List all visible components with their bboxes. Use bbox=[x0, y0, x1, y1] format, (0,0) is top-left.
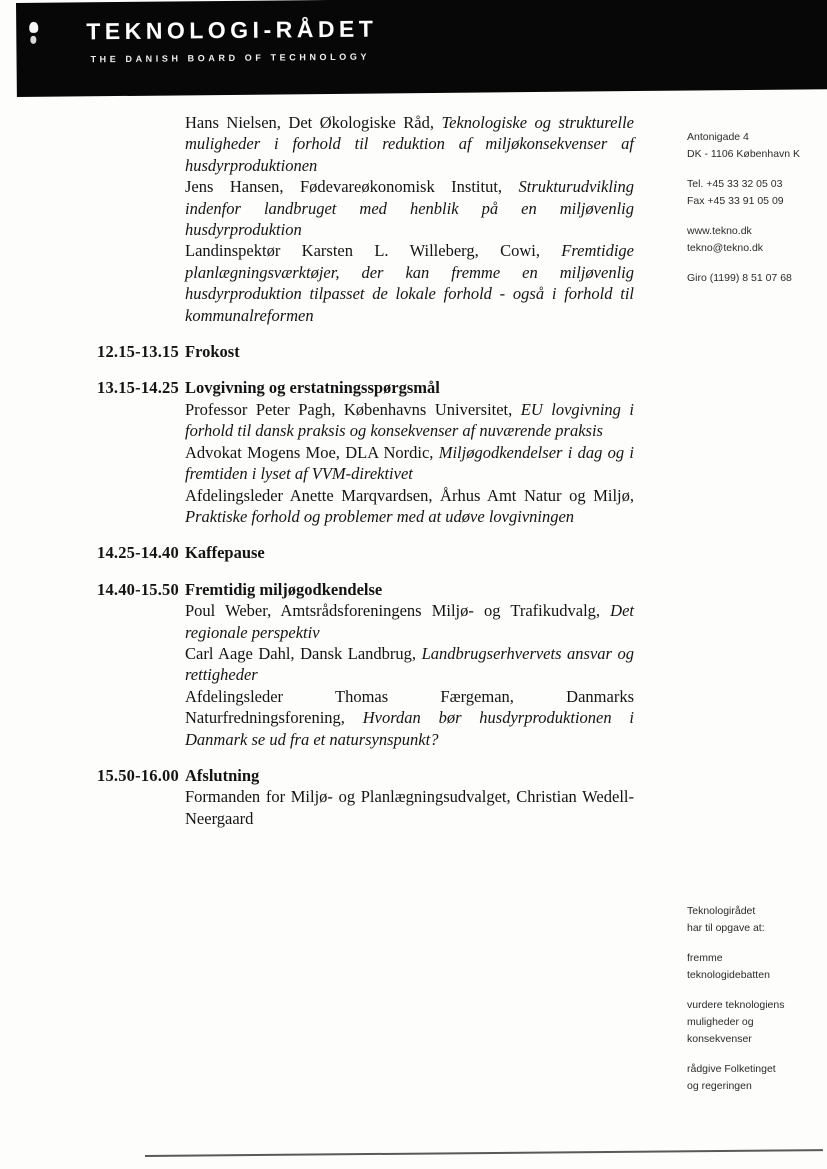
contact-address bbox=[687, 129, 825, 163]
session-fremtidig-miljoegodkendelse bbox=[97, 579, 634, 750]
speaker-name: Afdelingsleder Anette Marqvardsen, Århus Amt Natur og Miljø, bbox=[185, 485, 634, 505]
speaker-entry bbox=[185, 442, 634, 485]
talk-title: Fremtidige planlægningsværktøjer, der kan fremme en miljøvenlig husdyrproduktion tilpasset de lokale forhold - også i forhold til kommunalreformen bbox=[185, 241, 634, 325]
speaker-entry bbox=[185, 112, 634, 176]
session-content bbox=[185, 579, 634, 750]
session-content bbox=[185, 542, 634, 563]
fax-line: Fax +45 33 91 05 09 bbox=[687, 195, 784, 207]
session-title: Kaffepause bbox=[185, 543, 265, 563]
mission-task-2-line-1: vurdere teknologiens bbox=[687, 999, 785, 1011]
contact-online bbox=[687, 223, 825, 257]
speaker-entry bbox=[185, 686, 634, 750]
talk-title: Strukturudvikling indenfor landbruget med henblik på en miljøvenlig husdyrproduktion bbox=[185, 177, 634, 240]
speaker-name: Afdelingsleder Thomas Færgeman, Danmarks Naturfredningsforening, bbox=[185, 686, 634, 728]
session-title: Frokost bbox=[185, 342, 240, 362]
session-time: 14.40-15.50 bbox=[97, 579, 179, 599]
website-line: www.tekno.dk bbox=[687, 225, 752, 237]
talk-title: Hvordan bør husdyrproduktionen i Danmark se ud fra et natursynspunkt? bbox=[185, 708, 634, 749]
speaker-entry bbox=[185, 399, 634, 442]
speaker-entry bbox=[185, 600, 634, 643]
talk-title: Miljøgodkendelser i dag og i fremtiden i lyset af VVM-direktivet bbox=[185, 442, 634, 484]
mission-task-3-line-1: rådgive Folketinget bbox=[687, 1063, 776, 1075]
session-continuation bbox=[97, 112, 634, 326]
session-content bbox=[185, 765, 634, 829]
session-time: 14.25-14.40 bbox=[97, 543, 179, 563]
mission-intro-line-2: har til opgave at: bbox=[687, 922, 765, 934]
email-line: tekno@tekno.dk bbox=[687, 242, 764, 254]
mission-task-1 bbox=[687, 950, 825, 984]
speaker-name: Landinspektør Karsten L. Willeberg, Cowi, bbox=[185, 241, 562, 261]
mission-task-1-line-1: fremme bbox=[687, 952, 723, 964]
talk-title: Praktiske forhold og problemer med at udøve lovgivningen bbox=[185, 506, 575, 526]
speaker-name: Professor Peter Pagh, Københavns Universitet, bbox=[185, 399, 521, 419]
session-time-empty bbox=[97, 112, 185, 326]
speaker-name: Advokat Mogens Moe, DLA Nordic, bbox=[185, 442, 439, 462]
tel-line: Tel. +45 33 32 05 03 bbox=[687, 178, 783, 190]
talk-title: EU lovgivning i forhold til dansk praksis og konsekvenser af nuværende praksis bbox=[185, 399, 635, 441]
mission-task-1-line-2: teknologidebatten bbox=[687, 969, 770, 981]
session-time: 13.15-14.25 bbox=[97, 378, 179, 398]
talk-title: Teknologiske og strukturelle muligheder i forhold til reduktion af miljøkonsekvenser af husdyrproduktionen bbox=[185, 113, 634, 175]
talk-title: Det regionale perspektiv bbox=[185, 601, 634, 642]
session-kaffepause bbox=[97, 542, 634, 563]
address-line-2: DK - 1106 København K bbox=[687, 148, 801, 160]
mission-task-2-line-3: konsekvenser bbox=[687, 1033, 752, 1045]
speaker-entry bbox=[185, 485, 634, 528]
session-afslutning bbox=[97, 765, 634, 829]
speaker-name: Hans Nielsen, Det Økologiske Råd, bbox=[185, 113, 442, 132]
mission-intro-line-1: Teknologirådet bbox=[687, 905, 756, 917]
contact-giro bbox=[687, 270, 825, 287]
owl-logo-icon bbox=[29, 22, 38, 33]
speaker-entry bbox=[185, 176, 634, 240]
session-content bbox=[185, 341, 634, 362]
session-frokost bbox=[97, 341, 634, 362]
brand-title: TEKNOLOGI-RÅDET bbox=[86, 15, 378, 45]
session-title: Fremtidig miljøgodkendelse bbox=[185, 579, 383, 599]
session-title: Lovgivning og erstatningsspørgsmål bbox=[185, 378, 440, 398]
session-speakers bbox=[185, 112, 634, 326]
contact-block bbox=[687, 129, 825, 300]
programme-body bbox=[97, 112, 634, 829]
session-lovgivning bbox=[97, 377, 634, 527]
speaker-entry bbox=[185, 643, 634, 686]
speaker-name: Carl Aage Dahl, Dansk Landbrug, bbox=[185, 643, 422, 663]
mission-task-3-line-2: og regeringen bbox=[687, 1080, 752, 1092]
session-time: 15.50-16.00 bbox=[97, 765, 179, 785]
talk-title: Landbrugserhvervets ansvar og rettigheder bbox=[185, 643, 634, 685]
address-line-1: Antonigade 4 bbox=[687, 131, 749, 143]
speaker-entry bbox=[185, 240, 634, 326]
mission-task-2-line-2: muligheder og bbox=[687, 1016, 754, 1028]
session-content bbox=[185, 377, 634, 527]
mission-task-2 bbox=[687, 997, 825, 1048]
owl-logo-icon-lower bbox=[30, 36, 36, 44]
session-time: 12.15-13.15 bbox=[97, 342, 179, 362]
mission-task-3 bbox=[687, 1061, 825, 1095]
speaker-name: Jens Hansen, Fødevareøkonomisk Institut, bbox=[185, 177, 519, 197]
mission-intro bbox=[687, 903, 825, 937]
speaker-entry bbox=[185, 786, 634, 829]
giro-line: Giro (1199) 8 51 07 68 bbox=[687, 272, 792, 284]
letterhead-banner bbox=[16, 0, 827, 97]
mission-block bbox=[687, 903, 825, 1108]
speaker-name: Formanden for Miljø- og Planlægningsudvalget, Christian Wedell-Neergaard bbox=[185, 787, 634, 828]
bottom-divider bbox=[145, 1149, 823, 1157]
speaker-name: Poul Weber, Amtsrådsforeningens Miljø- og Trafikudvalg, bbox=[185, 601, 611, 621]
brand-tagline: THE DANISH BOARD OF TECHNOLOGY bbox=[90, 51, 371, 65]
contact-phone bbox=[687, 176, 825, 210]
session-title: Afslutning bbox=[185, 765, 260, 785]
